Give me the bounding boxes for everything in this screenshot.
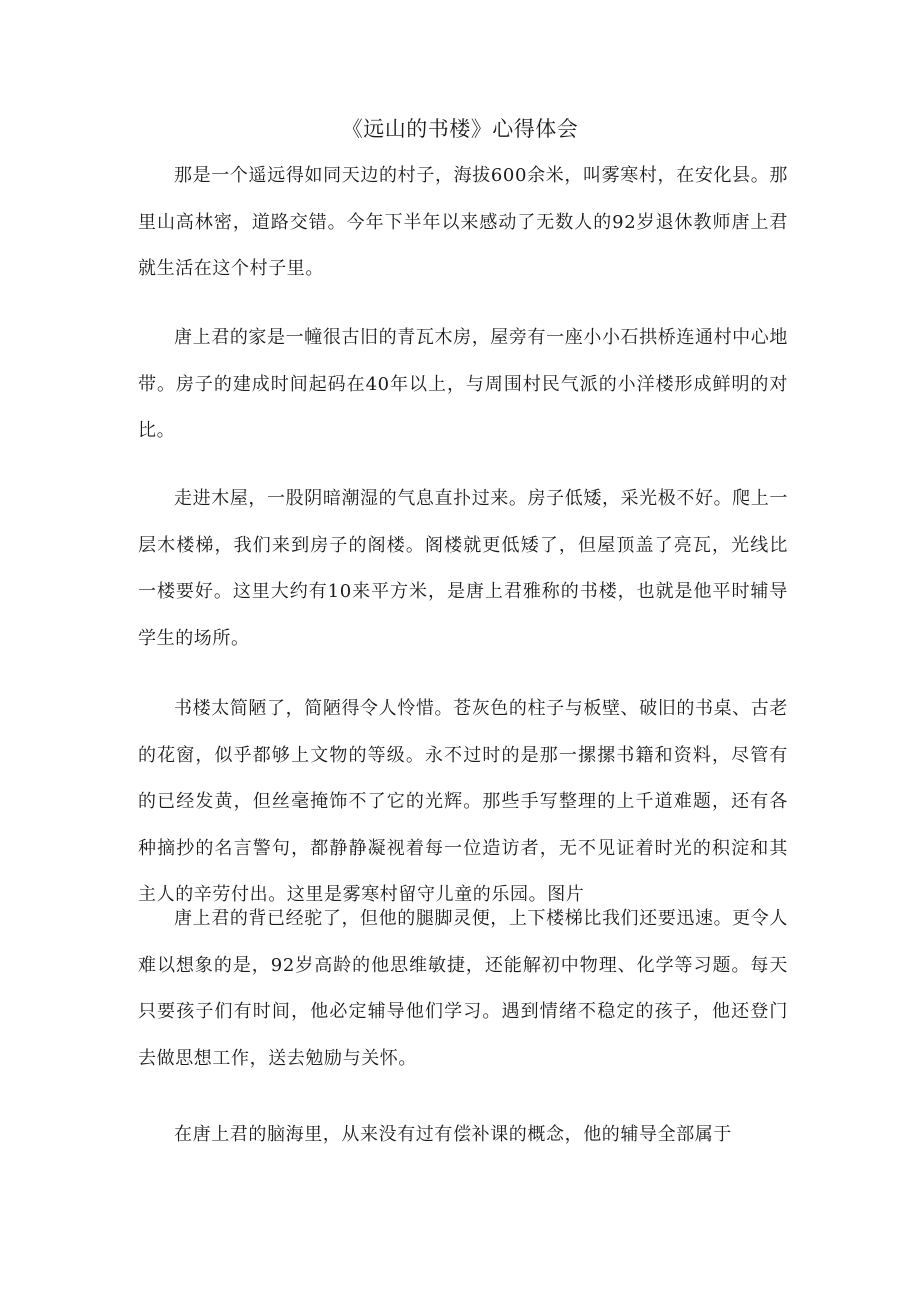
paragraph-4: 书楼太简陋了，简陋得令人怜惜。苍灰色的柱子与板壁、破旧的书桌、古老的花窗，似乎都够上文物的等级。永不过时的是那一摞摞书籍和资料，尽管有的已经发黄，但丝毫掩饰不了它的光辉。那些手写整理的上千道难题，还有各种摘抄的名言警句，都静静凝视着每一位造访者，无不见证着时光的积淀和其主人的辛劳付出。这里是雾寒村留守儿童的乐园。图片	[138, 698, 788, 905]
paragraph-2: 唐上君的家是一幢很古旧的青瓦木房，屋旁有一座小小石拱桥连通村中心地带。房子的建成时间起码在40年以上，与周围村民气派的小洋楼形成鲜明的对比。	[138, 327, 788, 441]
paragraph-3: 走进木屋，一股阴暗潮湿的气息直扑过来。房子低矮，采光极不好。爬上一层木楼梯，我们来到房子的阁楼。阁楼就更低矮了，但屋顶盖了亮瓦，光线比一楼要好。这里大约有10来平方米，是唐上君雅称的书楼，也就是他平时辅导学生的场所。	[138, 488, 788, 649]
paragraph-5: 唐上君的背已经驼了，但他的腿脚灵便，上下楼梯比我们还要迅速。更令人难以想象的是，92岁高龄的他思维敏捷，还能解初中物理、化学等习题。每天只要孩子们有时间，他必定辅导他们学习。遇到情绪不稳定的孩子，他还登门去做思想工作，送去勉励与关怀。	[138, 908, 788, 1069]
paragraph-1: 那是一个遥远得如同天边的村子，海拔600余米，叫雾寒村，在安化县。那里山高林密，道路交错。今年下半年以来感动了无数人的92岁退休教师唐上君就生活在这个村子里。	[138, 165, 788, 279]
page-title: 《远山的书楼》心得体会	[341, 117, 579, 141]
paragraph-6: 在唐上君的脑海里，从来没有过有偿补课的概念，他的辅导全部属于	[174, 1124, 732, 1145]
